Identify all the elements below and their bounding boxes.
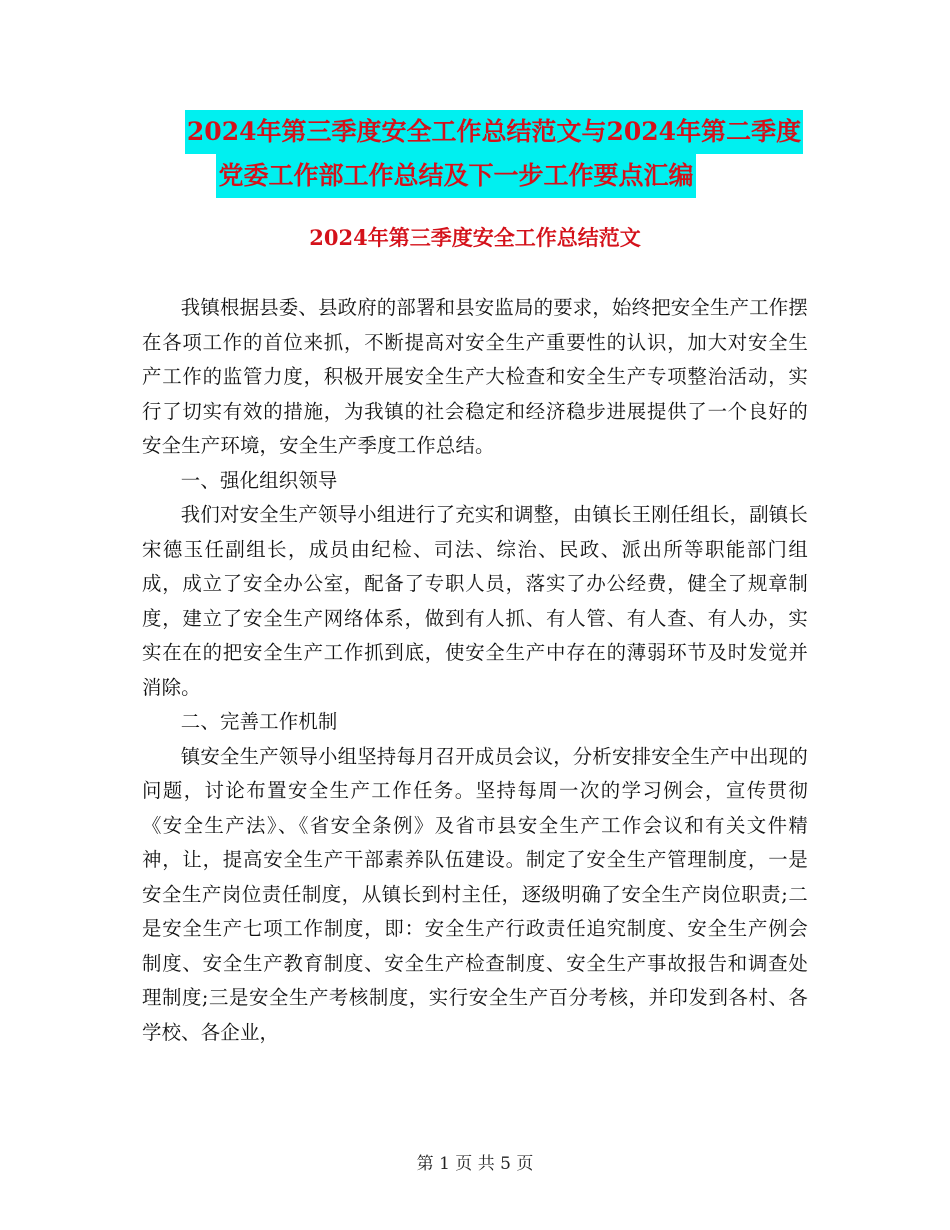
- heading-strengthen-leadership: 一、强化组织领导: [180, 468, 338, 492]
- document-body: [142, 291, 808, 1050]
- section-title: 2024年第三季度安全工作总结范文: [309, 225, 641, 250]
- paragraph-leadership: 我们对安全生产领导小组进行了充实和调整，由镇长王刚任组长，副镇长宋德玉任副组长，成员由纪检、司法、综治、民政、派出所等职能部门组成，成立了安全办公室，配备了专职人员，落实了办公经费，健全了规章制度，建立了安全生产网络体系，做到有人抓、有人管、有人查、有人办，实实在在的把安全生产工作抓到底，使安全生产中存在的薄弱环节及时发觉并消除。: [142, 503, 808, 699]
- paragraph-mechanism: 镇安全生产领导小组坚持每月召开成员会议，分析安排安全生产中出现的问题，讨论布置安全生产工作任务。坚持每周一次的学习例会，宣传贯彻《安全生产法》、《省安全条例》及省市县安全生产工作会议和有关文件精神，让，提高安全生产干部素养队伍建设。制定了安全生产管理制度，一是安全生产岗位责任制度，从镇长到村主任，逐级明确了安全生产岗位职责;二是安全生产七项工作制度，即：安全生产行政责任追究制度、安全生产例会制度、安全生产教育制度、安全生产检查制度、安全生产事故报告和调查处理制度;三是安全生产考核制度，实行安全生产百分考核，并印发到各村、各学校、各企业，: [142, 744, 808, 1044]
- document-title-line-2: 党委工作部工作总结及下一步工作要点汇编: [216, 154, 695, 198]
- document-title: [0, 110, 950, 198]
- page-number-footer: 第 1 页 共 5 页: [416, 1154, 534, 1174]
- document-title-line-1: 2024年第三季度安全工作总结范文与2024年第二季度: [185, 110, 803, 154]
- heading-improve-mechanism: 二、完善工作机制: [180, 710, 338, 733]
- paragraph-intro: 我镇根据县委、县政府的部署和县安监局的要求，始终把安全生产工作摆在各项工作的首位来抓，不断提高对安全生产重要性的认识，加大对安全生产工作的监管力度，积极开展安全生产大检查和安全生产专项整治活动，实行了切实有效的措施，为我镇的社会稳定和经济稳步进展提供了一个良好的安全生产环境，安全生产季度工作总结。: [142, 296, 808, 457]
